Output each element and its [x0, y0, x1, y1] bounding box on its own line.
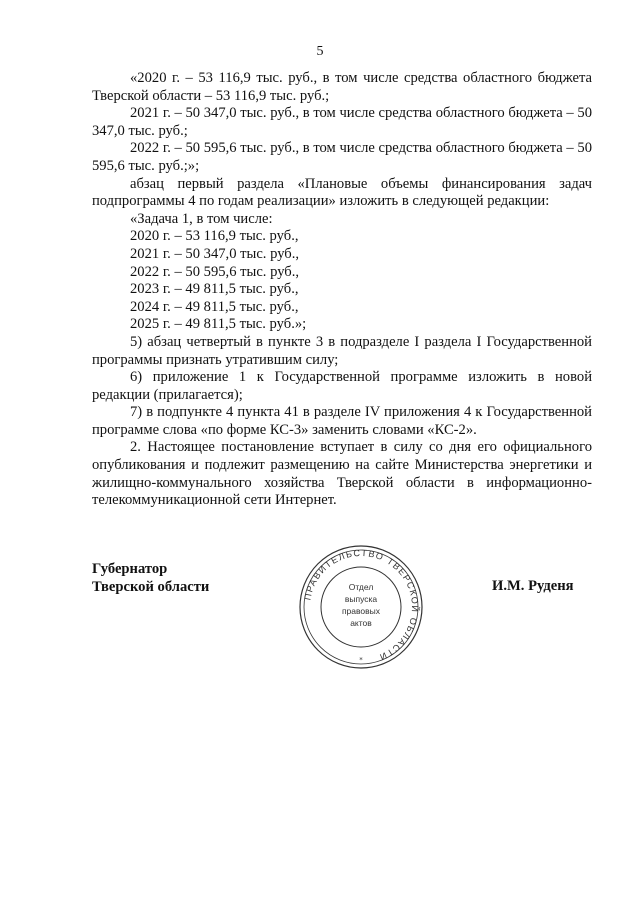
stamp-ring-text: ПРАВИТЕЛЬСТВО ТВЕРСКОЙ ОБЛАСТИ [302, 547, 421, 663]
official-stamp [298, 544, 424, 670]
paragraph: 7) в подпункте 4 пункта 41 в разделе IV приложения 4 к Государственной программе слова «по форме КС-3» заменить словами «КС-2». [92, 404, 592, 438]
signature-name: И.М. Руденя [492, 578, 574, 594]
paragraph: 2022 г. – 50 595,6 тыс. руб., в том числе средства областного бюджета – 50 595,6 тыс. руб.;»; [92, 140, 592, 174]
paragraph: 2021 г. – 50 347,0 тыс. руб., в том числе средства областного бюджета – 50 347,0 тыс. руб.; [92, 105, 592, 139]
paragraph: 5) абзац четвертый в пункте 3 в подразделе I раздела I Государственной программы признать утратившим силу; [92, 333, 592, 368]
budget-line: 2022 г. – 50 595,6 тыс. руб., [130, 263, 300, 280]
stamp-center-line: правовых [341, 606, 381, 616]
budget-line: 2020 г. – 53 116,9 тыс. руб., [130, 228, 299, 245]
document-body [92, 70, 592, 510]
paragraph: «Задача 1, в том числе: [130, 210, 273, 227]
budget-line: 2021 г. – 50 347,0 тыс. руб., [130, 245, 300, 262]
signature-title-line: Тверской области [92, 579, 210, 595]
stamp-center-line: Отдел [348, 582, 374, 592]
budget-line: 2024 г. – 49 811,5 тыс. руб., [130, 298, 299, 315]
paragraph: «2020 г. – 53 116,9 тыс. руб., в том числе средства областного бюджета Тверской области – 53 116,9 тыс. руб.; [92, 70, 592, 104]
stamp-star-icon: * [359, 656, 363, 664]
stamp-center-line: выпуска [344, 594, 378, 604]
budget-line: 2023 г. – 49 811,5 тыс. руб., [130, 281, 299, 298]
stamp-center-line: актов [350, 618, 372, 628]
paragraph: абзац первый раздела «Плановые объемы финансирования задач подпрограммы 4 по годам реализации» изложить в следующей редакции: [92, 175, 592, 210]
paragraph: 2. Настоящее постановление вступает в силу со дня его официального опубликования и подлежит размещению на сайте Министерства энергетики и жилищно-коммунального хозяйства Тверской области в информационно-телекоммуникационной сети Интернет. [92, 439, 592, 509]
page-number: 5 [316, 44, 324, 59]
budget-line: 2025 г. – 49 811,5 тыс. руб.»; [130, 316, 307, 333]
signature-title [92, 560, 209, 596]
signature-title-line: Губернатор [92, 561, 168, 577]
paragraph: 6) приложение 1 к Государственной программе изложить в новой редакции (прилагается); [92, 369, 592, 403]
